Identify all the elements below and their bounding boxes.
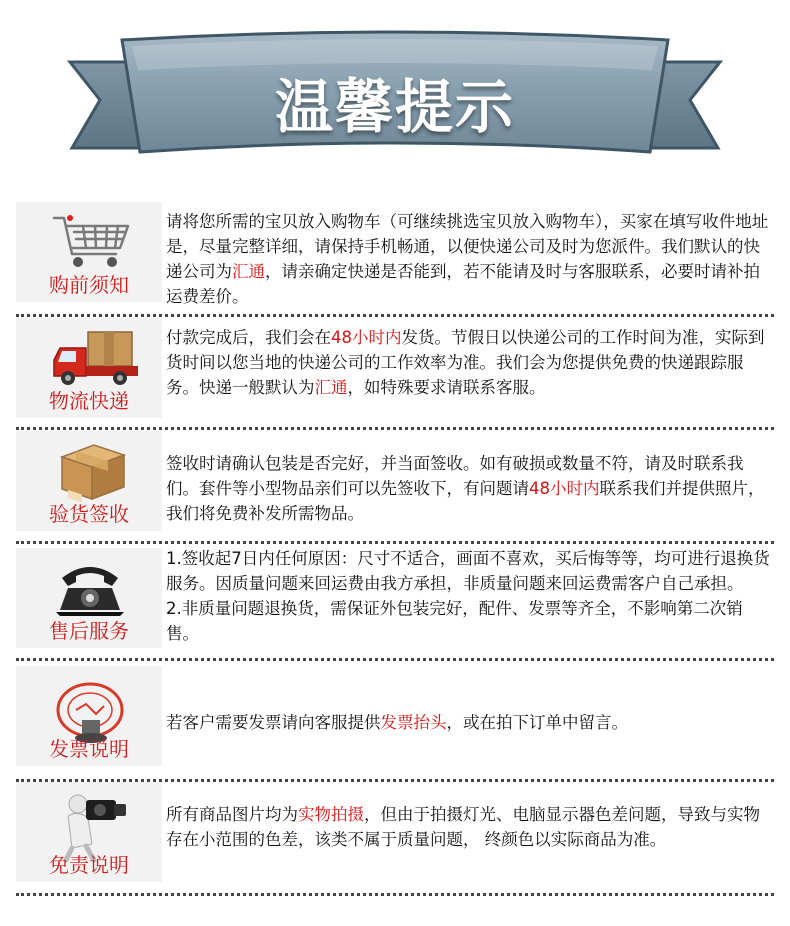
section-logistics [16, 318, 776, 418]
section-label: 发票说明 [49, 737, 129, 761]
dotted-divider [16, 541, 774, 544]
section-label: 售后服务 [49, 619, 129, 643]
section-icon-box [16, 548, 162, 648]
section-text [166, 546, 772, 646]
section-text: 若客户需要发票请向客服提供发票抬头，或在拍下订单中留言。 [166, 713, 628, 732]
section-inspection [16, 431, 776, 531]
section-after-sales [16, 548, 776, 648]
section-text: 请将您所需的宝贝放入购物车（可继续挑选宝贝放入购物车），买家在填写收件地址是，尽量完整详细，请保持手机畅通，以便快递公司及时为您派件。我们默认的快递公司为汇通，请亲确定快递是否能到，若不能请及时与客服联系，必要时请补拍运费差价。 [166, 212, 769, 306]
section-icon-box [16, 666, 162, 766]
title-banner [0, 0, 790, 190]
section-before-purchase [16, 202, 776, 306]
section-label: 免责说明 [49, 853, 129, 877]
section-disclaimer [16, 782, 776, 882]
section-icon-box [16, 202, 162, 302]
section-text: 所有商品图片均为实物拍摄，但由于拍摄灯光、电脑显示器色差问题，导致与实物存在小范围的色差，该类不属于质量问题， 终颜色以实际商品为准。 [166, 805, 760, 849]
section-icon-box [16, 431, 162, 531]
page-title: 温馨提示 [274, 73, 515, 141]
section-icon-box [16, 782, 162, 882]
section-icon-box [16, 318, 162, 418]
section-invoice [16, 666, 776, 766]
section-label: 购前须知 [49, 273, 129, 297]
section-label: 物流快递 [49, 389, 129, 413]
section-label: 验货签收 [49, 502, 129, 526]
section-text: 签收时请确认包装是否完好，并当面签收。如有破损或数量不符，请及时联系我们。套件等小型物品亲们可以先签收下，有问题请48小时内联系我们并提供照片，我们将免费补发所需物品。 [166, 454, 765, 523]
dotted-divider [16, 314, 774, 317]
dotted-divider [16, 893, 774, 896]
after-sales-point-1: 1.签收起7日内任何原因：尺寸不适合，画面不喜欢，买后悔等等，均可进行退换货服务。因质量问题来回运费由我方承担，非质量问题来回运费需客户自己承担。 [166, 549, 770, 593]
section-text: 付款完成后，我们会在48小时内发货。节假日以快递公司的工作时间为准，实际到货时间以您当地的快递公司的工作效率为准。我们会为您提供免费的快递跟踪服务。快递一般默认为汇通，如特殊要求请联系客服。 [166, 328, 765, 397]
dotted-divider [16, 427, 774, 430]
dotted-divider [16, 658, 774, 661]
after-sales-point-2: 2.非质量问题退换货，需保证外包装完好，配件、发票等齐全，不影响第二次销售。 [166, 599, 743, 643]
